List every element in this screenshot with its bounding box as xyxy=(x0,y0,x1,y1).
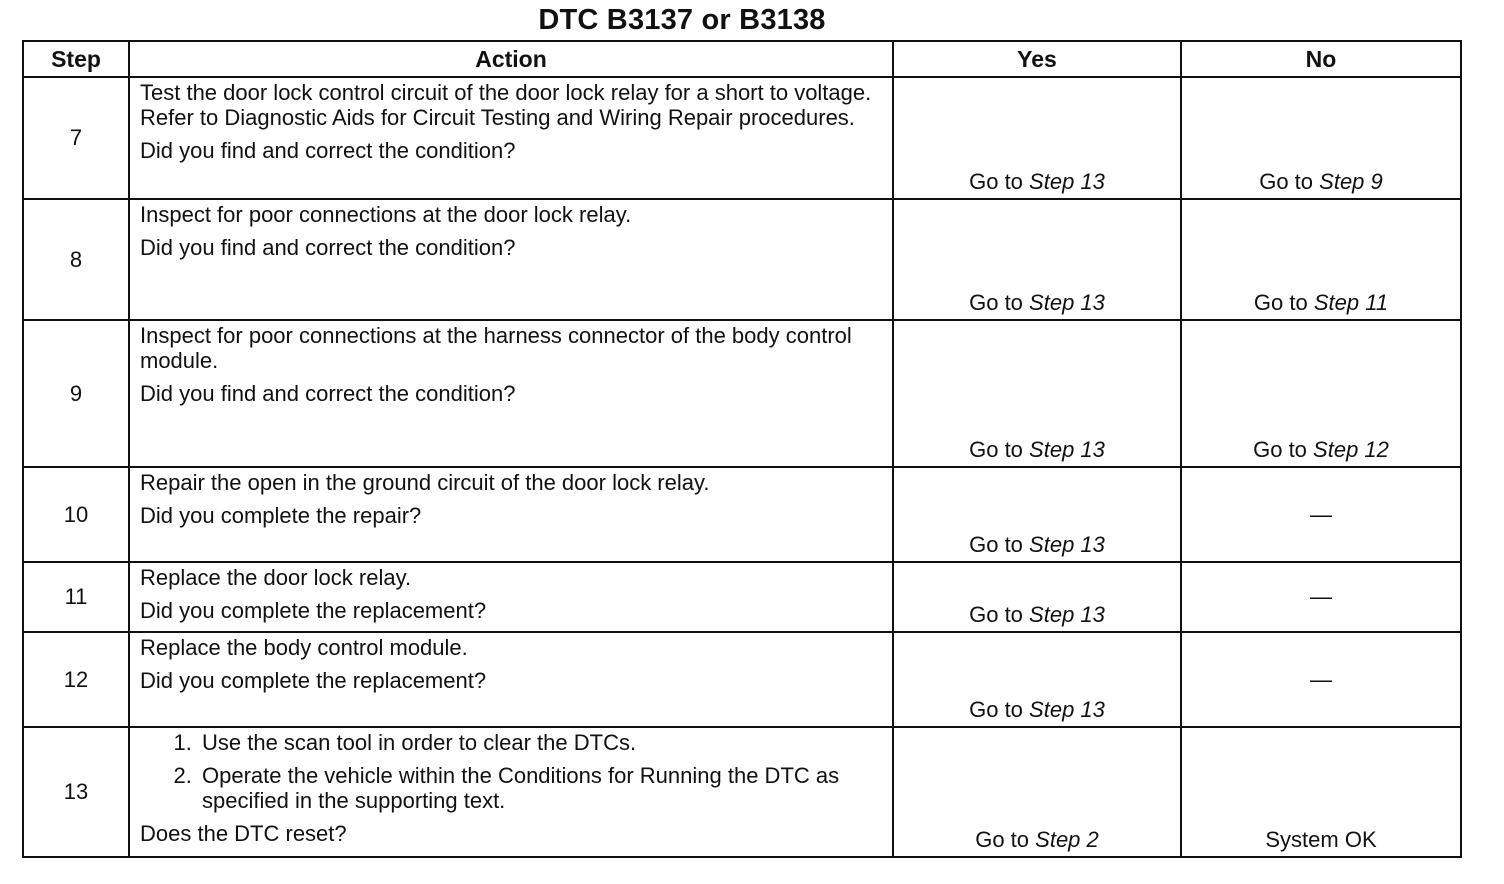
action-question: Did you find and correct the condition? xyxy=(140,235,516,260)
substep-item: 1. Use the scan tool in order to clear the DTCs. xyxy=(198,730,882,755)
no-cell: — xyxy=(1181,467,1461,562)
table-row xyxy=(23,467,1461,562)
yes-cell xyxy=(893,727,1181,857)
yes-prefix: Go to xyxy=(975,827,1030,852)
no-cell: — xyxy=(1181,562,1461,632)
step-number: 13 xyxy=(23,727,129,857)
step-number: 11 xyxy=(23,562,129,632)
yes-cell xyxy=(893,320,1181,467)
action-question: Did you complete the replacement? xyxy=(140,668,487,693)
yes-step-ref: Step 13 xyxy=(1029,532,1105,557)
no-cell xyxy=(1181,77,1461,199)
no-prefix: Go to xyxy=(1253,290,1308,315)
yes-cell xyxy=(893,467,1181,562)
action-instruction: Inspect for poor connections at the harness connector of the body control module. xyxy=(140,323,852,373)
yes-prefix: Go to xyxy=(969,532,1023,557)
table-row xyxy=(23,562,1461,632)
no-step-ref: Step 11 xyxy=(1313,290,1389,315)
action-instruction: Repair the open in the ground circuit of the door lock relay. xyxy=(140,470,710,495)
table-row xyxy=(23,727,1461,857)
yes-step-ref: Step 13 xyxy=(1029,290,1105,315)
yes-prefix: Go to xyxy=(969,602,1023,627)
action-instruction: Test the door lock control circuit of the door lock relay for a short to voltage. Refer to Diagnostic Aids for Circuit Testing and Wiring Repair procedures. xyxy=(140,80,872,130)
substep-item: 2. Operate the vehicle within the Conditions for Running the DTC as specified in the supporting text. xyxy=(198,763,882,813)
action-cell xyxy=(129,467,893,562)
diagnostic-table xyxy=(22,40,1462,858)
table-row xyxy=(23,320,1461,467)
action-instruction: Replace the body control module. xyxy=(140,635,468,660)
yes-prefix: Go to xyxy=(969,169,1023,194)
no-cell: — xyxy=(1181,632,1461,727)
no-cell xyxy=(1181,199,1461,320)
no-cell: System OK xyxy=(1181,727,1461,857)
no-prefix: Go to xyxy=(1253,437,1307,462)
yes-prefix: Go to xyxy=(969,697,1023,722)
table-row xyxy=(23,77,1461,199)
action-instruction: Inspect for poor connections at the door lock relay. xyxy=(140,202,632,227)
yes-step-ref: Step 13 xyxy=(1029,602,1105,627)
table-row xyxy=(23,199,1461,320)
yes-step-ref: Step 13 xyxy=(1029,437,1105,462)
no-cell xyxy=(1181,320,1461,467)
step-number: 7 xyxy=(23,77,129,199)
action-cell xyxy=(129,77,893,199)
yes-step-ref: Step 13 xyxy=(1029,169,1105,194)
step-number: 9 xyxy=(23,320,129,467)
yes-cell xyxy=(893,632,1181,727)
action-cell xyxy=(129,632,893,727)
action-question: Did you complete the repair? xyxy=(140,503,422,528)
action-cell xyxy=(129,199,893,320)
step-number: 10 xyxy=(23,467,129,562)
yes-prefix: Go to xyxy=(969,290,1023,315)
page-title: DTC B3137 or B3138 xyxy=(538,4,826,36)
action-question: Did you complete the replacement? xyxy=(140,598,487,623)
yes-step-ref: Step 2 xyxy=(1035,827,1099,852)
header-row xyxy=(23,41,1461,77)
no-prefix: Go to xyxy=(1259,169,1314,194)
substep-list xyxy=(140,730,882,813)
action-instruction: Replace the door lock relay. xyxy=(140,565,412,590)
yes-step-ref: Step 13 xyxy=(1029,697,1105,722)
yes-cell xyxy=(893,199,1181,320)
yes-prefix: Go to xyxy=(969,437,1023,462)
table-row xyxy=(23,632,1461,727)
step-number: 12 xyxy=(23,632,129,727)
header-action: Action xyxy=(129,41,893,77)
action-question: Did you find and correct the condition? xyxy=(140,381,516,406)
no-step-ref: Step 12 xyxy=(1313,437,1389,462)
header-yes: Yes xyxy=(893,41,1181,77)
action-question: Does the DTC reset? xyxy=(140,821,347,846)
action-cell xyxy=(129,727,893,857)
yes-cell xyxy=(893,562,1181,632)
action-cell xyxy=(129,320,893,467)
header-step: Step xyxy=(23,41,129,77)
action-question: Did you find and correct the condition? xyxy=(140,138,516,163)
step-number: 8 xyxy=(23,199,129,320)
action-cell xyxy=(129,562,893,632)
header-no: No xyxy=(1181,41,1461,77)
yes-cell xyxy=(893,77,1181,199)
no-step-ref: Step 9 xyxy=(1319,169,1383,194)
